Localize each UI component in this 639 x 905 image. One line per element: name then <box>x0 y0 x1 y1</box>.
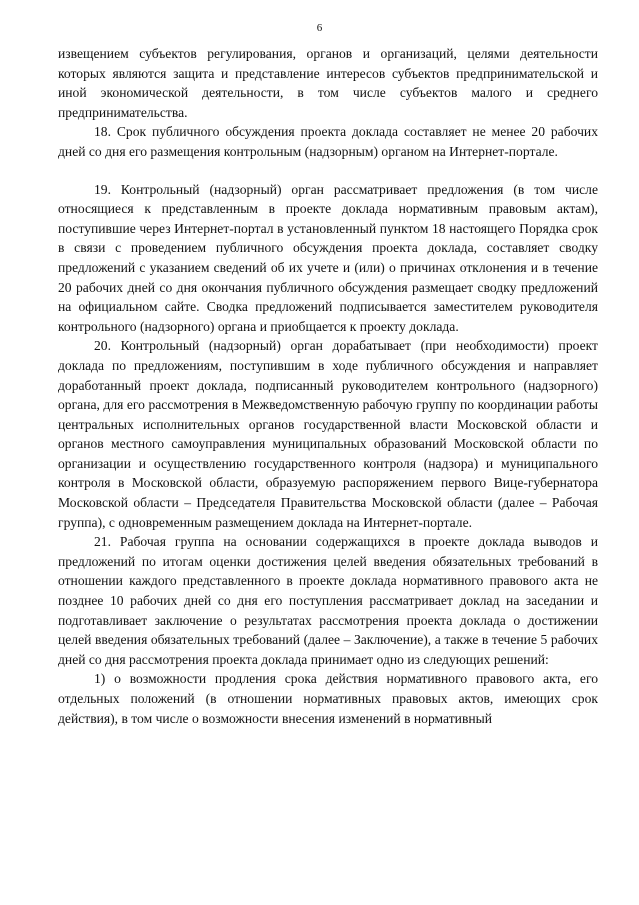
page-number: 6 <box>316 22 323 34</box>
document-body <box>58 44 598 728</box>
paragraph-item-20: 20. Контрольный (надзорный) орган дорабатывает (при необходимости) проект доклада по предложениям, поступившим в ходе публичного обсуждения и направляет доработанный проект доклада, подписанный руководителем контрольного (надзорного) органа, для его рассмотрения в Межведомственную рабочую группу по координации работы центральных исполнительных органов государственной власти Московской области и органов местного самоуправления муниципальных образований Московской области по организации и осуществлению государственного контроля (надзора) и муниципального контроля в Московской области, образуемую распоряжением первого Вице-губернатора Московской области – Председателя Правительства Московской области (далее – Рабочая группа), с одновременным размещением доклада на Интернет-портале. <box>58 338 598 530</box>
paragraph-item-19: 19. Контрольный (надзорный) орган рассматривает предложения (в том числе относящиеся к представленным в проекте доклада нормативным правовым актам), поступившие через Интернет-портал в установленный пунктом 18 настоящего Порядка срок в связи с проведением публичного обсуждения проекта доклада, составляет сводку предложений с указанием сведений об их учете и (или) о причинах отклонения и в течение 20 рабочих дней со дня окончания публичного обсуждения размещает сводку предложений на официальном сайте. Сводка предложений подписывается заместителем руководителя контрольного (надзорного) органа и приобщается к проекту доклада. <box>58 181 598 334</box>
paragraph-continuation: извещением субъектов регулирования, органов и организаций, целями деятельности которых являются защита и представление интересов субъектов предпринимательской и иной экономической деятельности, в том числе субъектов малого и среднего предпринимательства. <box>58 46 598 120</box>
paragraph-subitem-1: 1) о возможности продления срока действия нормативного правового акта, его отдельных положений (в отношении нормативных правовых актов, имеющих срок действия), в том числе о возможности внесения изменений в нормативный <box>58 671 598 726</box>
paragraph-item-18: 18. Срок публичного обсуждения проекта доклада составляет не менее 20 рабочих дней со дня его размещения контрольным (надзорным) органом на Интернет-портале. <box>58 124 598 159</box>
paragraph-item-21: 21. Рабочая группа на основании содержащихся в проекте доклада выводов и предложений по итогам оценки достижения целей введения обязательных требований в отношении каждого представленного в проекте доклада нормативного правового акта не позднее 10 рабочих дней со дня его поступления рассматривает доклад на заседании и подготавливает заключение о результатах рассмотрения проекта доклада о достижении целей введения обязательных требований (далее – Заключение), а также в течение 5 рабочих дней со дня рассмотрения проекта доклада принимает одно из следующих решений: <box>58 534 598 667</box>
